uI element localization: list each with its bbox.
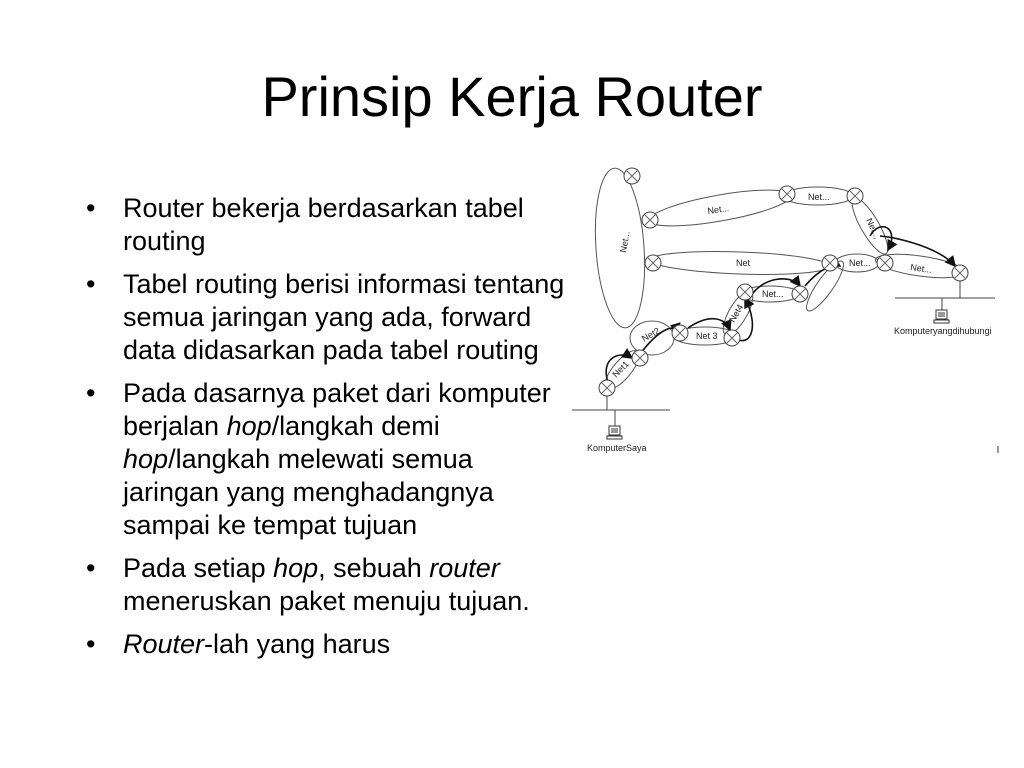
- bullet-item: [82, 377, 572, 542]
- bullet-text: Pada setiap: [123, 553, 274, 583]
- routing-diagram: [560, 158, 1010, 458]
- source-computer-icon: [607, 426, 622, 439]
- bullet-list: [82, 192, 572, 671]
- net-label-mid-right: Net...: [762, 289, 784, 299]
- destination-computer-label: Komputeryangdihubungi: [894, 326, 992, 336]
- bullet-item: [82, 552, 572, 618]
- net-label-net1: Net1: [610, 358, 631, 380]
- bullet-text-italic: hop: [226, 411, 272, 441]
- slide-title: Prinsip Kerja Router: [261, 65, 763, 128]
- bullet-text: Router bekerja berdasarkan tabel routing: [123, 193, 524, 256]
- net-label-middle: Net: [736, 258, 751, 268]
- bullet-text: meneruskan paket menuju tujuan.: [123, 586, 530, 616]
- destination-computer-icon: [934, 310, 949, 323]
- net-label-right-small: Net...: [849, 258, 871, 268]
- source-computer-label: KomputerSaya: [587, 443, 647, 453]
- net-label-left: Net...: [618, 230, 632, 254]
- bullet-text: /langkah demi: [271, 411, 440, 441]
- net-label-top-small: Net...: [808, 192, 830, 202]
- bullet-text-italic: hop: [273, 553, 319, 583]
- bullet-text: Tabel routing berisi informasi tentang semua jaringan yang ada, forward data didasarkan pada tabel routing: [123, 269, 565, 365]
- net-label-net3: Net 3: [696, 331, 718, 341]
- bullet-item: [82, 268, 572, 367]
- bullet-text: Pada dasarnya paket dari komputer berjalan: [123, 378, 551, 441]
- bullet-text: -lah yang harus: [204, 629, 391, 659]
- bullet-text: , sebuah: [318, 553, 430, 583]
- bullet-text-italic: Router: [123, 629, 205, 659]
- net-label-net4: Net4: [727, 302, 746, 324]
- bullet-item: [82, 192, 572, 258]
- routers: [599, 168, 968, 396]
- bullet-item: [82, 628, 572, 661]
- net-label-top: Net...: [706, 203, 730, 216]
- net-label-net2: Net2: [640, 325, 662, 344]
- bullet-text-italic: router: [429, 553, 500, 583]
- net-label-right: Net...: [909, 262, 933, 275]
- net-label-right-diag: Net..,: [864, 216, 883, 241]
- bullet-text: /langkah melewati semua jaringan yang menghadangnya sampai ke tempat tujuan: [123, 444, 494, 540]
- bullet-text-italic: hop: [123, 444, 169, 474]
